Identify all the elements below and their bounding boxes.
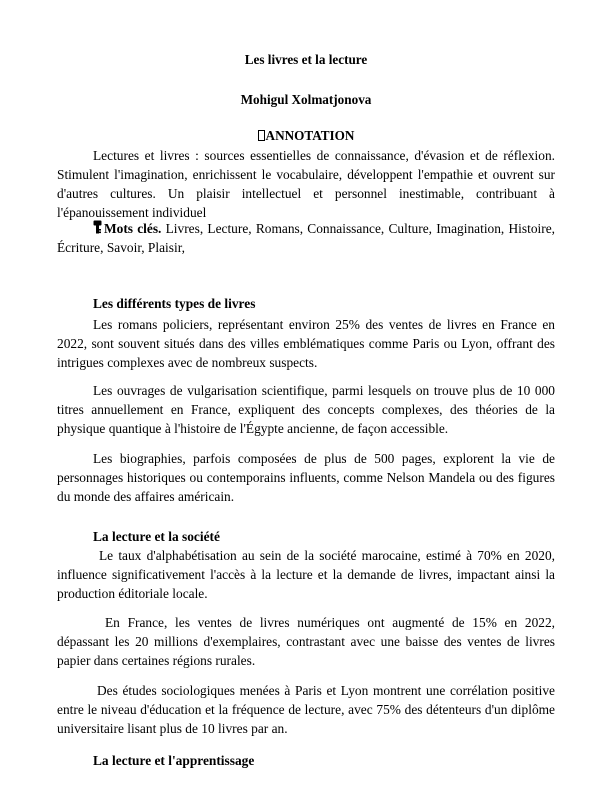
missing-glyph-icon — [258, 130, 265, 141]
paragraph-alphabetisation: Le taux d'alphabétisation au sein de la société marocaine, estimé à 70% en 2020, influence significativement l'accès à la lecture et la demande de livres, impactant ainsi la production éditoriale locale. — [57, 548, 555, 601]
keywords-paragraph — [57, 219, 555, 257]
document-title: Les livres et la lecture — [244, 52, 368, 67]
section-heading-societe: La lecture et la société — [93, 529, 220, 544]
author-name: Mohigul Xolmatjonova — [240, 92, 372, 107]
section-heading-types: Les différents types de livres — [93, 296, 256, 311]
paragraph-livres-numeriques: En France, les ventes de livres numériques ont augmenté de 15% en 2022, dépassant les 20 millions d'exemplaires, contrastant avec une baisse des ventes de livres papier dans certaines régions rurales. — [57, 615, 555, 668]
key-icon — [93, 220, 102, 234]
keywords-label: Mots clés. — [104, 221, 162, 236]
annotation-heading: ANNOTATION — [265, 128, 355, 143]
section-heading-apprentissage: La lecture et l'apprentissage — [93, 753, 255, 768]
keywords-list: Livres, Lecture, Romans, Connaissance, Culture, Imagination, Histoire, Écriture, Savoir, Plaisir, — [57, 221, 555, 255]
annotation-heading-line — [0, 128, 612, 144]
paragraph-vulgarisation: Les ouvrages de vulgarisation scientifique, parmi lesquels on trouve plus de 10 000 titres annuellement en France, expliquent des concepts complexes, des théories de la physique quantique à l'histoire de l'Égypte ancienne, de façon accessible. — [57, 383, 555, 436]
paragraph-biographies: Les biographies, parfois composées de plus de 500 pages, explorent la vie de personnages historiques ou contemporains influents, comme Nelson Mandela ou des figures du monde des affaires américain. — [57, 451, 555, 504]
paragraph-etudes-sociologiques: Des études sociologiques menées à Paris et Lyon montrent une corrélation positive entre le niveau d'éducation et la fréquence de lecture, avec 75% des détenteurs d'un diplôme universitaire lisant plus de 10 livres par an. — [57, 683, 555, 736]
paragraph-romans-policiers: Les romans policiers, représentant environ 25% des ventes de livres en France en 2022, sont souvent situés dans des villes emblématiques comme Paris ou Lyon, offrant des intrigues complexes avec de nombreux suspects. — [57, 317, 555, 370]
annotation-paragraph: Lectures et livres : sources essentielles de connaissance, d'évasion et de réflexion. Stimulent l'imagination, enrichissent le vocabulaire, développent l'empathie et ouvrent sur d'autres cultures. Un plaisir intellectuel et personnel inestimable, contribuant à l'épanouissement individuel — [57, 148, 555, 220]
